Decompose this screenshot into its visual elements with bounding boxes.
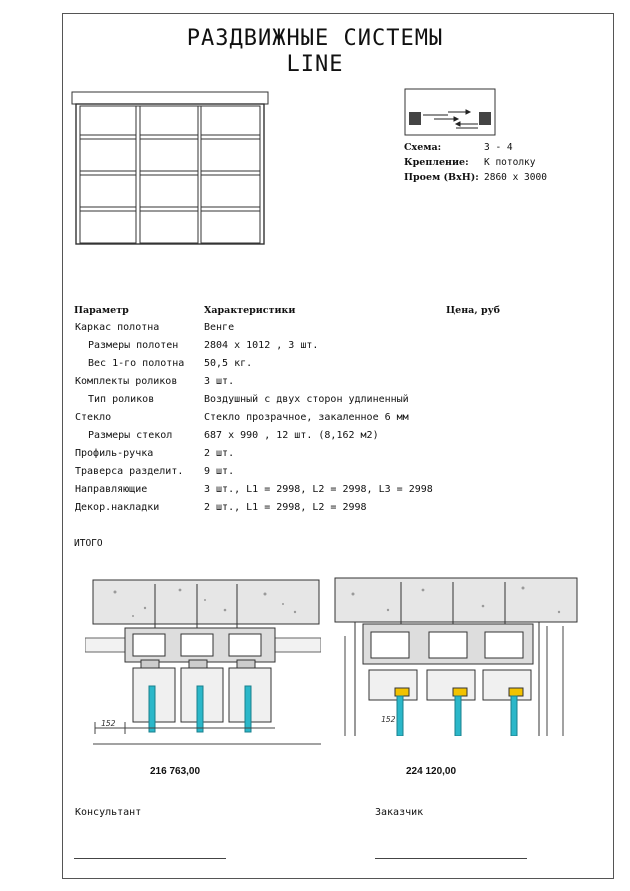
spec-label-mount: Крепление: — [404, 157, 469, 168]
scheme-diagram — [404, 88, 496, 136]
spec-label-scheme: Схема: — [404, 142, 442, 153]
row-param: Комплекты роликов — [75, 376, 178, 387]
row-param: Траверса разделит. — [75, 466, 184, 477]
consultant-label: Консультант — [75, 807, 142, 818]
row-param: Направляющие — [75, 484, 148, 495]
row-param: Тип роликов — [88, 394, 155, 405]
table-row — [0, 412, 630, 430]
row-param: Стекло — [75, 412, 112, 423]
title-line-1: РАЗДВИЖНЫЕ СИСТЕМЫ — [186, 26, 444, 51]
title-line-2: LINE — [286, 52, 344, 77]
header-param: Параметр — [74, 305, 129, 316]
table-row — [0, 448, 630, 466]
row-value: Венге — [204, 322, 235, 333]
row-value: 2 шт., L1 = 2998, L2 = 2998 — [204, 502, 367, 513]
row-value: 2 шт. — [204, 448, 235, 459]
header-price: Цена, руб — [446, 305, 501, 316]
row-param: Декор.накладки — [75, 502, 160, 513]
row-value: 3 шт., L1 = 2998, L2 = 2998, L3 = 2998 — [204, 484, 433, 495]
table-row — [0, 430, 630, 448]
price-left: 216 763,00 — [150, 766, 201, 777]
row-param: Профиль-ручка — [75, 448, 154, 459]
consultant-signature-line — [74, 858, 226, 859]
row-value: Стекло прозрачное, закаленное 6 мм — [204, 412, 409, 423]
row-param: Вес 1-го полотна — [88, 358, 185, 369]
row-param: Размеры полотен — [88, 340, 179, 351]
spec-value-scheme: 3 - 4 — [484, 142, 513, 153]
table-row — [0, 466, 630, 484]
row-value: 50,5 кг. — [204, 358, 253, 369]
total-label: ИТОГО — [74, 538, 103, 549]
table-row — [0, 502, 630, 520]
table-row — [0, 340, 630, 358]
customer-label: Заказчик — [375, 807, 424, 818]
svg-text:152: 152 — [381, 715, 396, 724]
section-drawing-left — [85, 578, 321, 750]
row-value: 3 шт. — [204, 376, 235, 387]
row-param: Каркас полотна — [75, 322, 160, 333]
spec-label-opening: Проем (BxH): — [404, 172, 479, 183]
header-characteristics: Характеристики — [204, 305, 296, 316]
section-drawing-right — [333, 576, 583, 736]
left-dim-label: 152 — [101, 719, 116, 728]
table-row — [0, 484, 630, 502]
table-row — [0, 322, 630, 340]
spec-value-mount: К потолку — [484, 157, 536, 168]
customer-signature-line — [375, 858, 527, 859]
row-param: Размеры стекол — [88, 430, 173, 441]
row-value: 2804 x 1012 , 3 шт. — [204, 340, 319, 351]
row-value: 9 шт. — [204, 466, 235, 477]
row-value: Воздушный с двух сторон удлиненный — [204, 394, 409, 405]
front-view-drawing — [70, 90, 270, 260]
table-row — [0, 376, 630, 394]
spec-value-opening: 2860 x 3000 — [484, 172, 547, 183]
row-value: 687 x 990 , 12 шт. (8,162 м2) — [204, 430, 379, 441]
price-right: 224 120,00 — [406, 766, 457, 777]
table-row — [0, 358, 630, 376]
table-row — [0, 394, 630, 412]
